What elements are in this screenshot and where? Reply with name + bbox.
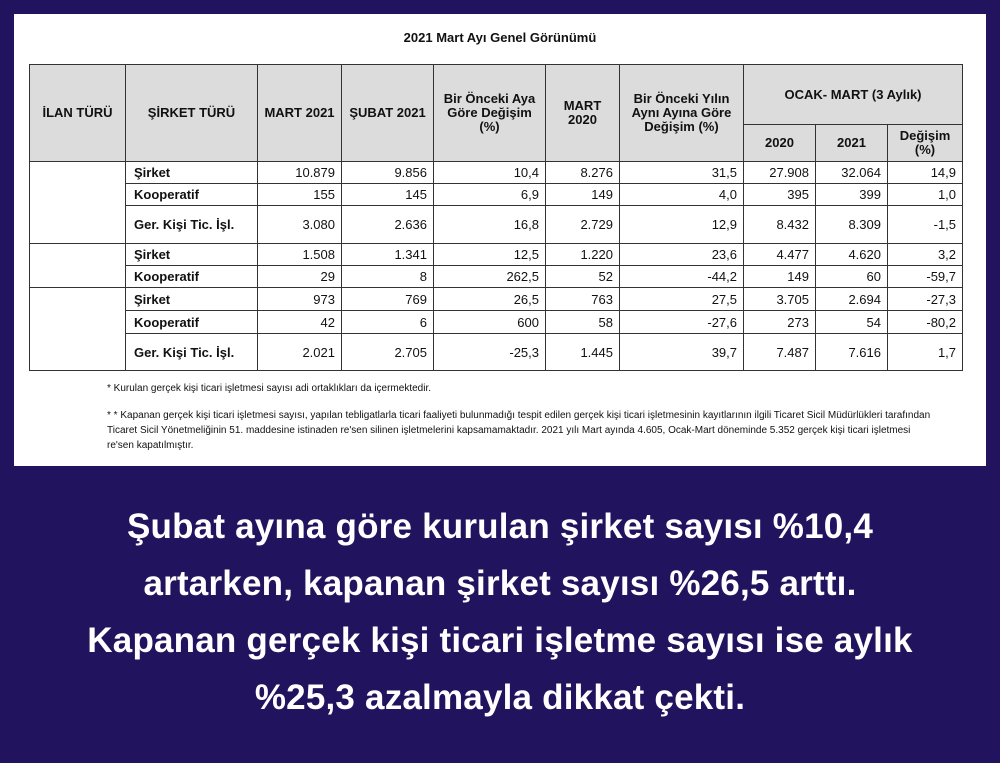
cell: 262,5 xyxy=(434,266,546,288)
cell: 155 xyxy=(258,184,342,206)
header-2021: 2021 xyxy=(816,125,888,162)
footnote-1: * Kurulan gerçek kişi ticari işletmesi sayısı adi ortaklıkları da içermektedir. xyxy=(107,383,432,394)
cell: 3.080 xyxy=(258,206,342,244)
cell: 29 xyxy=(258,266,342,288)
caption-line-3: Kapanan gerçek kişi ticari işletme sayısı ise aylık xyxy=(87,621,913,660)
cell: 39,7 xyxy=(620,334,744,371)
cell: 1,0 xyxy=(888,184,963,206)
table-row xyxy=(30,334,963,371)
footnote-2: * * Kapanan gerçek kişi ticari işletmesi sayısı, yapılan tebligatlarla ticari faaliyeti bulunmadığı tespit edilen gerçek kişi ticari işletmesinin kayıtlarının ilgili Ticaret Sicil Müdürlükleri tarafından Ticaret Sicil Yönetmeliğinin 51. maddesine istinaden re'sen silinen işletmelerini kapsamamaktadır. 2021 yılı Mart ayında 4.605, Ocak-Mart döneminde 5.352 gerçek kişi ticari işletmesi re'sen kapatılmıştır. xyxy=(107,410,931,451)
row-label: Şirket xyxy=(126,244,258,266)
cell: 2.021 xyxy=(258,334,342,371)
table-row xyxy=(30,206,963,244)
cell: 16,8 xyxy=(434,206,546,244)
cell: 1.508 xyxy=(258,244,342,266)
cell: 973 xyxy=(258,288,342,311)
cell: 54 xyxy=(816,311,888,334)
caption xyxy=(20,498,980,726)
row-label: Kooperatif xyxy=(126,266,258,288)
header-subat-2021: ŞUBAT 2021 xyxy=(342,65,434,162)
row-label: Şirket xyxy=(126,288,258,311)
cell: 1.445 xyxy=(546,334,620,371)
cell: 8.276 xyxy=(546,162,620,184)
cell: 273 xyxy=(744,311,816,334)
cell: 1,7 xyxy=(888,334,963,371)
header-mart-2020: MART 2020 xyxy=(546,65,620,162)
cell: 149 xyxy=(546,184,620,206)
row-label: Ger. Kişi Tic. İşl. xyxy=(126,334,258,371)
cell: 145 xyxy=(342,184,434,206)
cell: 8 xyxy=(342,266,434,288)
cell: -25,3 xyxy=(434,334,546,371)
cell: 6,9 xyxy=(434,184,546,206)
cell: 4.477 xyxy=(744,244,816,266)
cell: 6 xyxy=(342,311,434,334)
cell: 2.636 xyxy=(342,206,434,244)
table-title: 2021 Mart Ayı Genel Görünümü xyxy=(403,30,597,45)
cell: 27,5 xyxy=(620,288,744,311)
cell: -27,6 xyxy=(620,311,744,334)
row-label: Şirket xyxy=(126,162,258,184)
cell: 763 xyxy=(546,288,620,311)
cell: 26,5 xyxy=(434,288,546,311)
cell: 27.908 xyxy=(744,162,816,184)
header-ocak-mart: OCAK- MART (3 Aylık) xyxy=(744,65,963,125)
caption-line-4: %25,3 azalmayla dikkat çekti. xyxy=(254,678,746,717)
cell: 31,5 xyxy=(620,162,744,184)
table-image-panel xyxy=(14,14,986,466)
cell: 10,4 xyxy=(434,162,546,184)
header-onceki-ay-degisim: Bir Önceki Aya Göre Değişim (%) xyxy=(434,65,546,162)
cell: 52 xyxy=(546,266,620,288)
cell: 600 xyxy=(434,311,546,334)
cell: 8.309 xyxy=(816,206,888,244)
cell: 3.705 xyxy=(744,288,816,311)
cell: 7.487 xyxy=(744,334,816,371)
cell: 14,9 xyxy=(888,162,963,184)
table-row xyxy=(30,266,963,288)
cell: 12,9 xyxy=(620,206,744,244)
ilan-group-1 xyxy=(30,162,126,244)
cell: -59,7 xyxy=(888,266,963,288)
table-row xyxy=(30,311,963,334)
cell: 60 xyxy=(816,266,888,288)
cell: -44,2 xyxy=(620,266,744,288)
cell: 2.705 xyxy=(342,334,434,371)
cell: 12,5 xyxy=(434,244,546,266)
cell: -1,5 xyxy=(888,206,963,244)
cell: 1.220 xyxy=(546,244,620,266)
table-row xyxy=(30,244,963,266)
header-2020: 2020 xyxy=(744,125,816,162)
caption-line-2: artarken, kapanan şirket sayısı %26,5 arttı. xyxy=(143,564,857,603)
table-row xyxy=(30,162,963,184)
cell: 58 xyxy=(546,311,620,334)
cell: 23,6 xyxy=(620,244,744,266)
cell: 1.341 xyxy=(342,244,434,266)
row-label: Ger. Kişi Tic. İşl. xyxy=(126,206,258,244)
cell: 8.432 xyxy=(744,206,816,244)
cell: -80,2 xyxy=(888,311,963,334)
statistics-table xyxy=(29,64,963,371)
cell: 2.694 xyxy=(816,288,888,311)
cell: 32.064 xyxy=(816,162,888,184)
header-mart-2021: MART 2021 xyxy=(258,65,342,162)
cell: 2.729 xyxy=(546,206,620,244)
cell: 769 xyxy=(342,288,434,311)
cell: 149 xyxy=(744,266,816,288)
cell: -27,3 xyxy=(888,288,963,311)
header-sirket-turu: ŞİRKET TÜRÜ xyxy=(126,65,258,162)
row-label: Kooperatif xyxy=(126,184,258,206)
cell: 7.616 xyxy=(816,334,888,371)
table-row xyxy=(30,288,963,311)
table-row xyxy=(30,184,963,206)
footnotes xyxy=(107,381,937,453)
cell: 4.620 xyxy=(816,244,888,266)
row-label: Kooperatif xyxy=(126,311,258,334)
cell: 42 xyxy=(258,311,342,334)
header-onceki-yil-degisim: Bir Önceki Yılın Aynı Ayına Göre Değişim (%) xyxy=(620,65,744,162)
ilan-group-2 xyxy=(30,244,126,288)
header-ilan-turu: İLAN TÜRÜ xyxy=(30,65,126,162)
cell: 399 xyxy=(816,184,888,206)
cell: 4,0 xyxy=(620,184,744,206)
cell: 395 xyxy=(744,184,816,206)
cell: 3,2 xyxy=(888,244,963,266)
ilan-group-3 xyxy=(30,288,126,371)
cell: 10.879 xyxy=(258,162,342,184)
caption-line-1: Şubat ayına göre kurulan şirket sayısı %10,4 xyxy=(126,507,874,546)
header-degisim: Değişim (%) xyxy=(888,125,963,162)
cell: 9.856 xyxy=(342,162,434,184)
